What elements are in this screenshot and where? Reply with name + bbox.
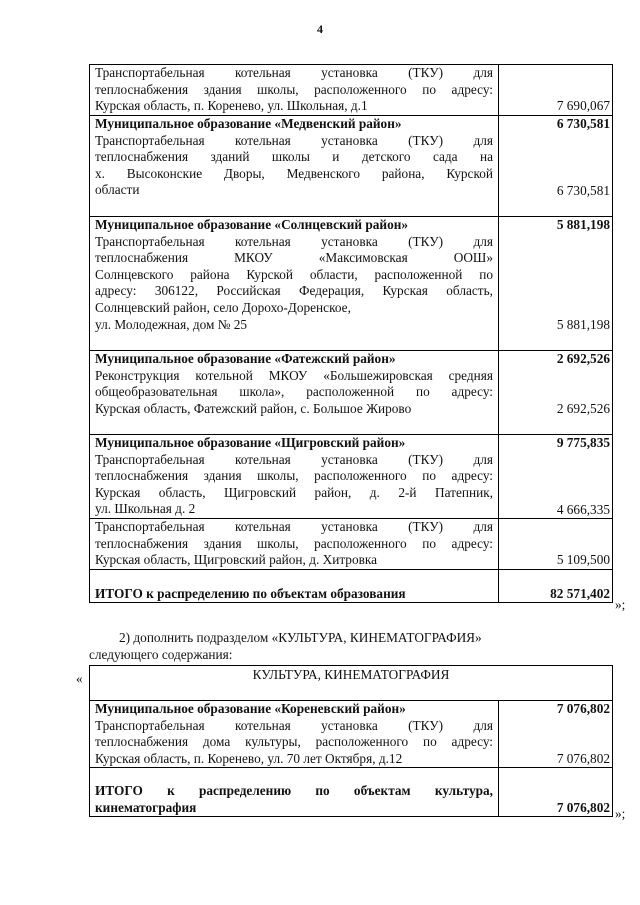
amount: 7 076,802 [556,750,610,766]
total-label-cell [90,768,499,817]
table-row [90,65,613,116]
municipality-heading: Муниципальное образование «Медвенский район» [95,116,402,131]
municipality-total: 5 881,198 [556,217,610,232]
table-row [90,217,613,351]
total-label: ИТОГО к распределению по объектам культура, [95,783,493,799]
municipality-heading: Муниципальное образование «Фатежский район» [95,351,396,366]
amount: 2 692,526 [556,400,610,416]
section-header: КУЛЬТУРА, КИНЕМАТОГРАФИЯ [252,667,450,682]
description-line: адресу: 306122, Российская Федерация, Курская область, [95,283,493,299]
description-line: теплоснабжения дома культуры, расположенного по адресу: [95,734,493,750]
municipality-total: 2 692,526 [556,351,610,366]
municipality-heading: Муниципальное образование «Кореневский район» [95,701,406,716]
municipality-total: 7 076,802 [556,701,610,716]
table-row [90,435,613,519]
closing-quote: »; [615,597,626,612]
municipality-total: 6 730,581 [556,116,610,131]
amount: 5 109,500 [556,552,610,568]
total-label: ИТОГО к распределению по объектам образования [95,585,406,601]
section-header-cell [90,666,613,701]
amount: 7 690,067 [556,98,610,113]
description-line: Транспортабельная котельная установка (ТКУ) для [95,451,493,467]
closing-quote: »; [615,806,626,821]
description-line: теплоснабжения здания школы, расположенного по адресу: [95,468,493,484]
paragraph-line [89,630,585,647]
description-line: теплоснабжения здания школы, расположенного по адресу: [95,81,493,97]
description-line: теплоснабжения МКОУ «Максимовская ООШ» [95,250,493,266]
description-line: Транспортабельная котельная установка (ТКУ) для [95,65,493,80]
total-label-cell [90,570,499,603]
description-line: х. Высоконские Дворы, Медвенского района, Курской [95,165,493,181]
total-value: 82 571,402 [550,585,610,601]
description-line: Курская область, Щигровский район, д. Хитровка [95,552,378,568]
page-number: 4 [317,22,323,36]
description-line: Курская область, Фатежский район, с. Большое Жирово [95,400,412,416]
description-line: Курская область, Щигровский район, д. 2-й Патепник, [95,484,493,500]
description-cell [90,217,499,351]
description-line: Транспортабельная котельная установка (ТКУ) для [95,132,493,148]
value-cell [499,217,613,351]
total-label-continued: кинематография [95,799,197,815]
description-cell [90,519,499,570]
value-cell [499,435,613,519]
value-cell [499,116,613,217]
description-line: Реконструкция котельной МКОУ «Большежировская средняя [95,367,493,383]
amount: 6 730,581 [556,182,610,198]
description-line: общеобразовательная школа», расположенной по адресу: [95,384,493,400]
description-line: теплоснабжения здания школы, расположенного по адресу: [95,535,493,551]
description-line: Курская область, п. Коренево, ул. 70 лет Октября, д.12 [95,750,403,766]
funding-table-education [89,64,613,603]
table-row [90,519,613,570]
description-line: Курская область, п. Коренево, ул. Школьная, д.1 [95,98,368,114]
description-cell [90,65,499,116]
table-row [90,116,613,217]
table-row [90,351,613,435]
description-line: области [95,182,140,198]
table-row [90,701,613,768]
value-cell [499,701,613,768]
total-value: 7 076,802 [556,799,610,815]
municipality-total: 9 775,835 [556,435,610,450]
description-line: ул. Молодежная, дом № 25 [95,316,248,332]
description-line: Солнцевского района Курской области, расположенной по [95,266,493,282]
description-line: Солнцевский район, село Дорохо-Доренское, [95,299,351,315]
description-line: теплоснабжения зданий школы и детского сада на [95,149,493,165]
municipality-heading: Муниципальное образование «Солнцевский район» [95,217,409,232]
amount: 5 881,198 [556,316,610,332]
description-line: ул. Школьная д. 2 [95,501,196,517]
total-value-cell [499,570,613,603]
value-cell [499,351,613,435]
total-row [90,570,613,603]
section-header-row [90,666,613,701]
opening-quote: « [76,671,83,686]
value-cell [499,65,613,116]
description-line: Транспортабельная котельная установка (ТКУ) для [95,233,493,249]
total-value-cell [499,768,613,817]
funding-table-culture [89,665,613,817]
description-cell [90,351,499,435]
description-cell [90,435,499,519]
description-line: Транспортабельная котельная установка (ТКУ) для [95,717,493,733]
paragraph-line [89,647,585,664]
description-cell [90,116,499,217]
municipality-heading: Муниципальное образование «Щигровский район» [95,435,406,450]
amount: 4 666,335 [556,501,610,517]
value-cell [499,519,613,570]
description-cell [90,701,499,768]
total-row [90,768,613,817]
amendment-text: 2) дополнить подразделом «КУЛЬТУРА, КИНЕМАТОГРАФИЯ» [119,630,482,645]
description-line: Транспортабельная котельная установка (ТКУ) для [95,519,493,535]
amendment-text-continued: следующего содержания: [89,647,233,662]
